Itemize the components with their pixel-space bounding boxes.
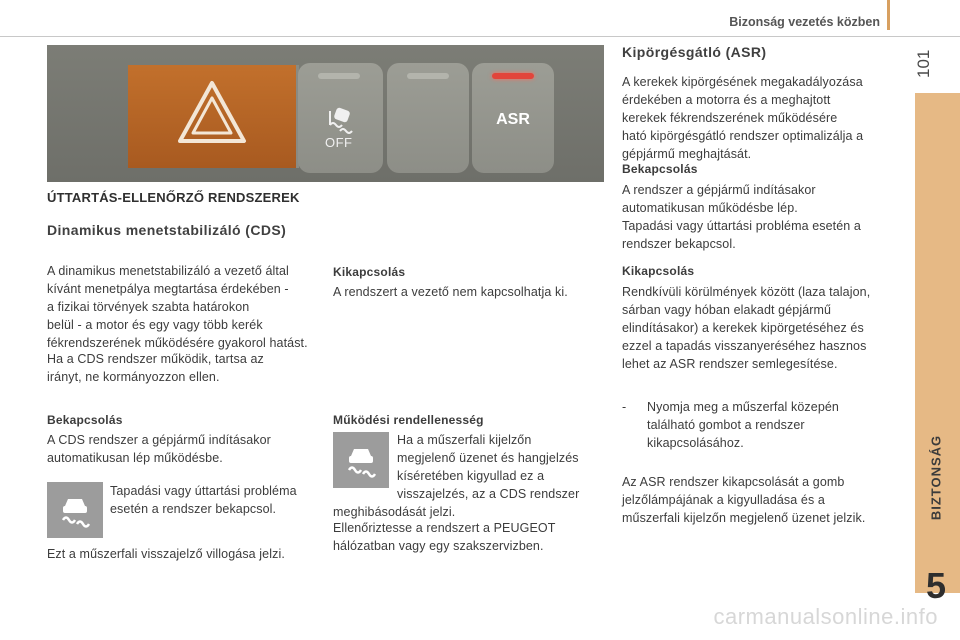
- cds-off-text: A rendszert a vezető nem kapcsolhatja ki.: [333, 285, 568, 299]
- cds-led: [318, 73, 360, 79]
- cds-malfunction-check: Ellenőriztesse a rendszert a PEUGEOT hálózatban vagy egy szakszervizben.: [333, 521, 556, 553]
- header-divider: [0, 36, 960, 37]
- cds-on-flash: Ezt a műszerfali visszajelző villogása jelzi.: [47, 547, 285, 561]
- asr-on-title: Bekapcsolás: [622, 162, 698, 176]
- asr-off-text: Rendkívüli körülmények között (laza talajon, sárban vagy hóban elakadt gépjármű elindításakor) a kerekek kipörgetéséhez és ezzel a tapadás visszanyeréséhez hasznos lehet az ASR rendszer semlegesítése.: [622, 285, 871, 371]
- chapter-label: BIZTONSÁG: [928, 434, 944, 521]
- chapter-number: 5: [925, 565, 947, 606]
- blank-button: [387, 63, 469, 173]
- asr-off-title: Kikapcsolás: [622, 264, 695, 278]
- asr-step-text: Nyomja meg a műszerfal közepén található gombot a rendszer kikapcsolásához.: [647, 400, 839, 450]
- asr-step-dash: -: [622, 400, 627, 414]
- asr-button: [472, 63, 554, 173]
- cds-on-fault: Tapadási vagy úttartási probléma esetén a rendszer bekapcsol.: [110, 484, 297, 516]
- asr-title: Kipörgésgátló (ASR): [622, 44, 767, 60]
- skidding-car-icon: [341, 440, 381, 480]
- cds-malfunction-lamp: [333, 432, 389, 488]
- cds-malfunction-text: Ha a műszerfali kijelzőn megjelenő üzenet és hangjelzés kíséretében kigyullad ez a visszajelzés, az a CDS rendszer: [397, 433, 580, 501]
- cds-intro: A dinamikus menetstabilizáló a vezető által kívánt menetpálya megtartása érdekében - a fizikai törvények szabta határokon belül - a motor és egy vagy több kerék fékrendszerének működésére gyakorol hatást.: [47, 264, 308, 350]
- page-number: 101: [914, 49, 933, 78]
- cds-warning-lamp: [47, 482, 103, 538]
- asr-on-text: A rendszer a gépjármű indításakor automatikusan működésbe lép.: [622, 183, 816, 215]
- subsection-title-cds: Dinamikus menetstabilizáló (CDS): [47, 222, 287, 238]
- watermark: carmanualsonline.info: [713, 604, 938, 629]
- section-title: ÚTTARTÁS-ELLENŐRZŐ RENDSZEREK: [47, 190, 300, 205]
- header-title: Bizonság vezetés közben: [729, 15, 880, 29]
- cds-malfunction-text-cont: meghibásodását jelzi.: [333, 505, 456, 519]
- asr-label: ASR: [496, 111, 530, 128]
- asr-intro: A kerekek kipörgésének megakadályozása érdekében a motorra és a meghajtott kerekek fékrendszerének működésére ható kipörgésgátló rendszer optimalizálja a gépjármű meghajtását.: [622, 75, 864, 161]
- cds-malfunction-title: Működési rendellenesség: [333, 413, 484, 427]
- hazard-triangle-icon: [128, 65, 296, 168]
- skidding-car-icon: [55, 490, 95, 530]
- cds-on-text: A CDS rendszer a gépjármű indításakor automatikusan lép működésbe.: [47, 433, 271, 465]
- header-accent-bar: [887, 0, 890, 30]
- asr-confirm-text: Az ASR rendszer kikapcsolását a gomb jelzőlámpájának a kigyulladása és a műszerfali kijelzőn megjelenő üzenet jelzik.: [622, 475, 866, 525]
- off-label: OFF: [325, 135, 353, 150]
- asr-led: [492, 73, 534, 79]
- hazard-warning-button: [128, 65, 299, 168]
- cds-off-title: Kikapcsolás: [333, 265, 406, 279]
- asr-on-text-2: Tapadási vagy úttartási probléma esetén a rendszer bekapcsol.: [622, 219, 861, 251]
- cds-on-title: Bekapcsolás: [47, 413, 123, 427]
- cds-intro-2: Ha a CDS rendszer működik, tartsa az irányt, ne kormányozzon ellen.: [47, 352, 264, 384]
- cds-off-button: [298, 63, 383, 173]
- skidding-car-icon: [326, 105, 356, 135]
- blank-led: [407, 73, 449, 79]
